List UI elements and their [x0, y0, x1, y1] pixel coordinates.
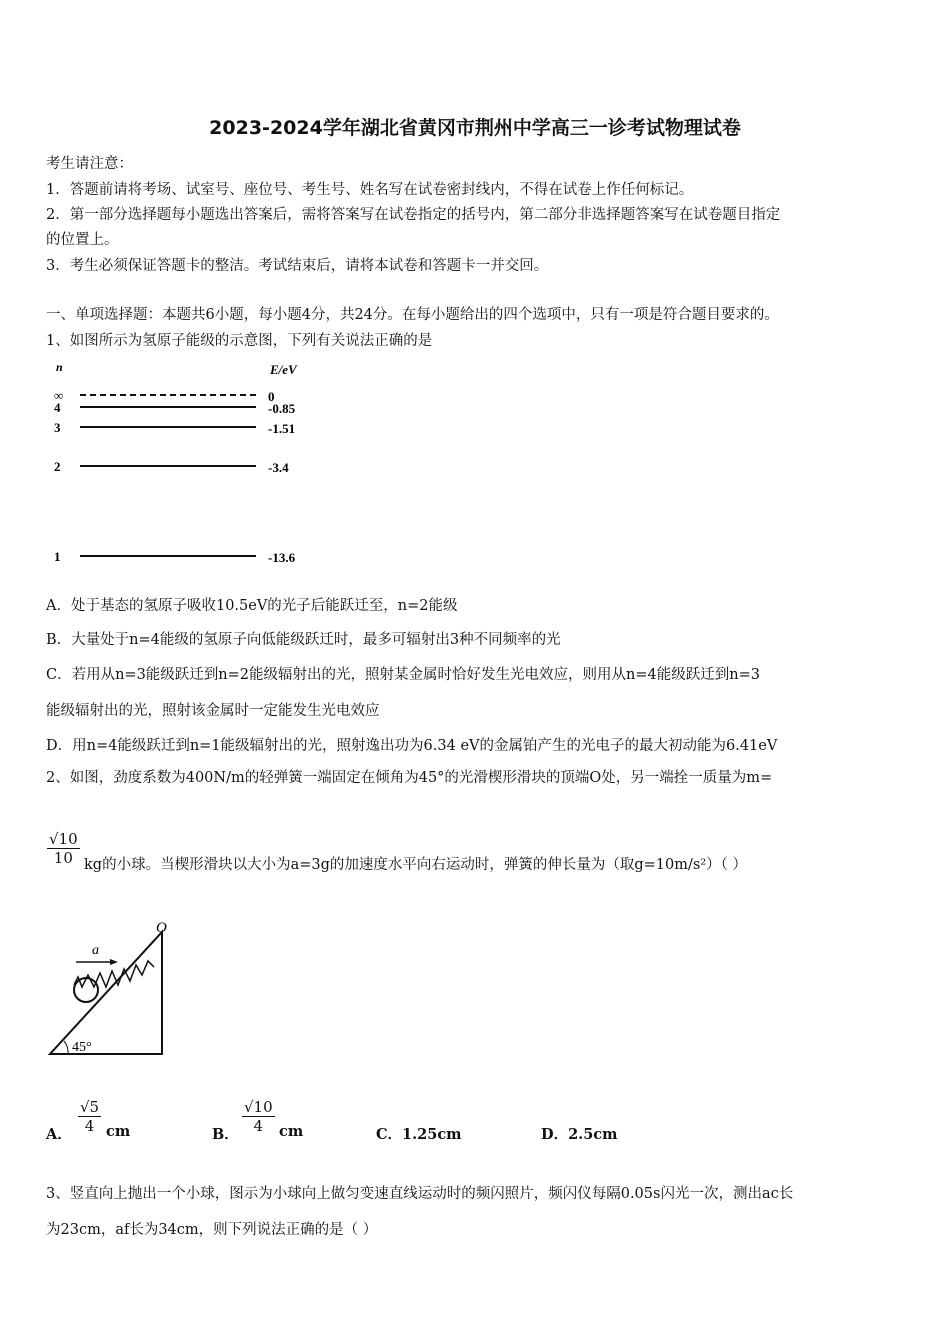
page-title: 2023-2024学年湖北省黄冈市荆州中学高三一诊考试物理试卷	[209, 117, 741, 139]
option-c-cont: 能级辐射出的光，照射该金属时一定能发生光电效应	[46, 703, 380, 719]
option-c: C．若用从n=3能级跃迁到n=2能级辐射出的光，照射某金属时恰好发生光电效应，则用从n=4能级跃迁到n=3	[46, 667, 760, 683]
question-stem: 2、如图，劲度系数为400N/m的轻弹簧一端固定在倾角为45°的光滑楔形滑块的顶端O处，另一端拴一质量为m=	[46, 770, 773, 786]
fraction: $\frac{√5}{4}$	[80, 1098, 100, 1135]
notice-item: 的位置上。	[46, 232, 119, 248]
ball	[74, 978, 98, 1002]
svg-text:45°: 45°	[72, 1040, 92, 1055]
energy-level-diagram	[40, 355, 340, 575]
notice-heading: 考生请注意：	[46, 156, 133, 172]
unit: cm	[106, 1123, 131, 1140]
q2-option-b: B．	[212, 1126, 239, 1143]
wedge-spring-diagram	[40, 910, 190, 1060]
unit: cm	[279, 1123, 304, 1140]
level-n-label: ∞	[54, 388, 64, 403]
q2-option-c: C．1.25cm	[376, 1126, 462, 1143]
n-axis-label: n	[56, 360, 63, 374]
level-n-label: 4	[54, 400, 61, 415]
question-stem-cont: kg的小球。当楔形滑块以大小为a=3g的加速度水平向右运动时，弹簧的伸长量为（取g=10m/s²）（ ）	[84, 857, 747, 873]
level-energy-label: -0.85	[268, 401, 296, 416]
section-heading: 一、单项选择题：本题共6小题，每小题4分，共24分。在每小题给出的四个选项中，只有一项是符合题目要求的。	[46, 307, 779, 323]
level-n-label: 1	[54, 549, 61, 564]
question-stem: 3、竖直向上抛出一个小球，图示为小球向上做匀变速直线运动时的频闪照片，频闪仪每隔0.05s闪光一次，测出ac长	[46, 1186, 794, 1202]
svg-text:a: a	[92, 943, 99, 958]
level-energy-label: -1.51	[268, 421, 296, 436]
svg-text:O: O	[156, 920, 167, 936]
notice-item: 2．第一部分选择题每小题选出答案后，需将答案写在试卷指定的括号内，第二部分非选择题答案写在试卷题目指定	[46, 207, 781, 223]
notice-item: 1．答题前请将考场、试室号、座位号、考生号、姓名写在试卷密封线内，不得在试卷上作任何标记。	[46, 182, 694, 198]
level-energy-label: -3.4	[268, 460, 289, 475]
level-n-label: 3	[54, 420, 61, 435]
q2-option-a: A．	[46, 1126, 72, 1143]
fraction: $\frac{√10}{4}$	[244, 1098, 273, 1135]
arrow-icon	[110, 959, 118, 965]
e-axis-label: E/eV	[270, 362, 297, 377]
notice-item: 3．考生必须保证答题卡的整洁。考试结束后，请将本试卷和答题卡一并交回。	[46, 258, 549, 274]
level-energy-label: -13.6	[268, 550, 296, 565]
option-b: B．大量处于n=4能级的氢原子向低能级跃迁时，最多可辐射出3种不同频率的光	[46, 632, 561, 648]
level-n-label: 2	[54, 459, 61, 474]
mass-fraction: $\frac{√10}{10}$	[49, 830, 78, 867]
question-stem: 1、如图所示为氢原子能级的示意图，下列有关说法正确的是	[46, 333, 433, 349]
q2-option-d: D．2.5cm	[541, 1126, 618, 1143]
level-energy-label: 0	[268, 389, 275, 404]
option-a: A．处于基态的氢原子吸收10.5eV的光子后能跃迁至，n=2能级	[46, 598, 458, 614]
question-stem-cont: 为23cm，af长为34cm，则下列说法正确的是（ ）	[46, 1222, 378, 1238]
option-d: D．用n=4能级跃迁到n=1能级辐射出的光，照射逸出功为6.34 eV的金属铂产生的光电子的最大初动能为6.41eV	[46, 738, 778, 754]
